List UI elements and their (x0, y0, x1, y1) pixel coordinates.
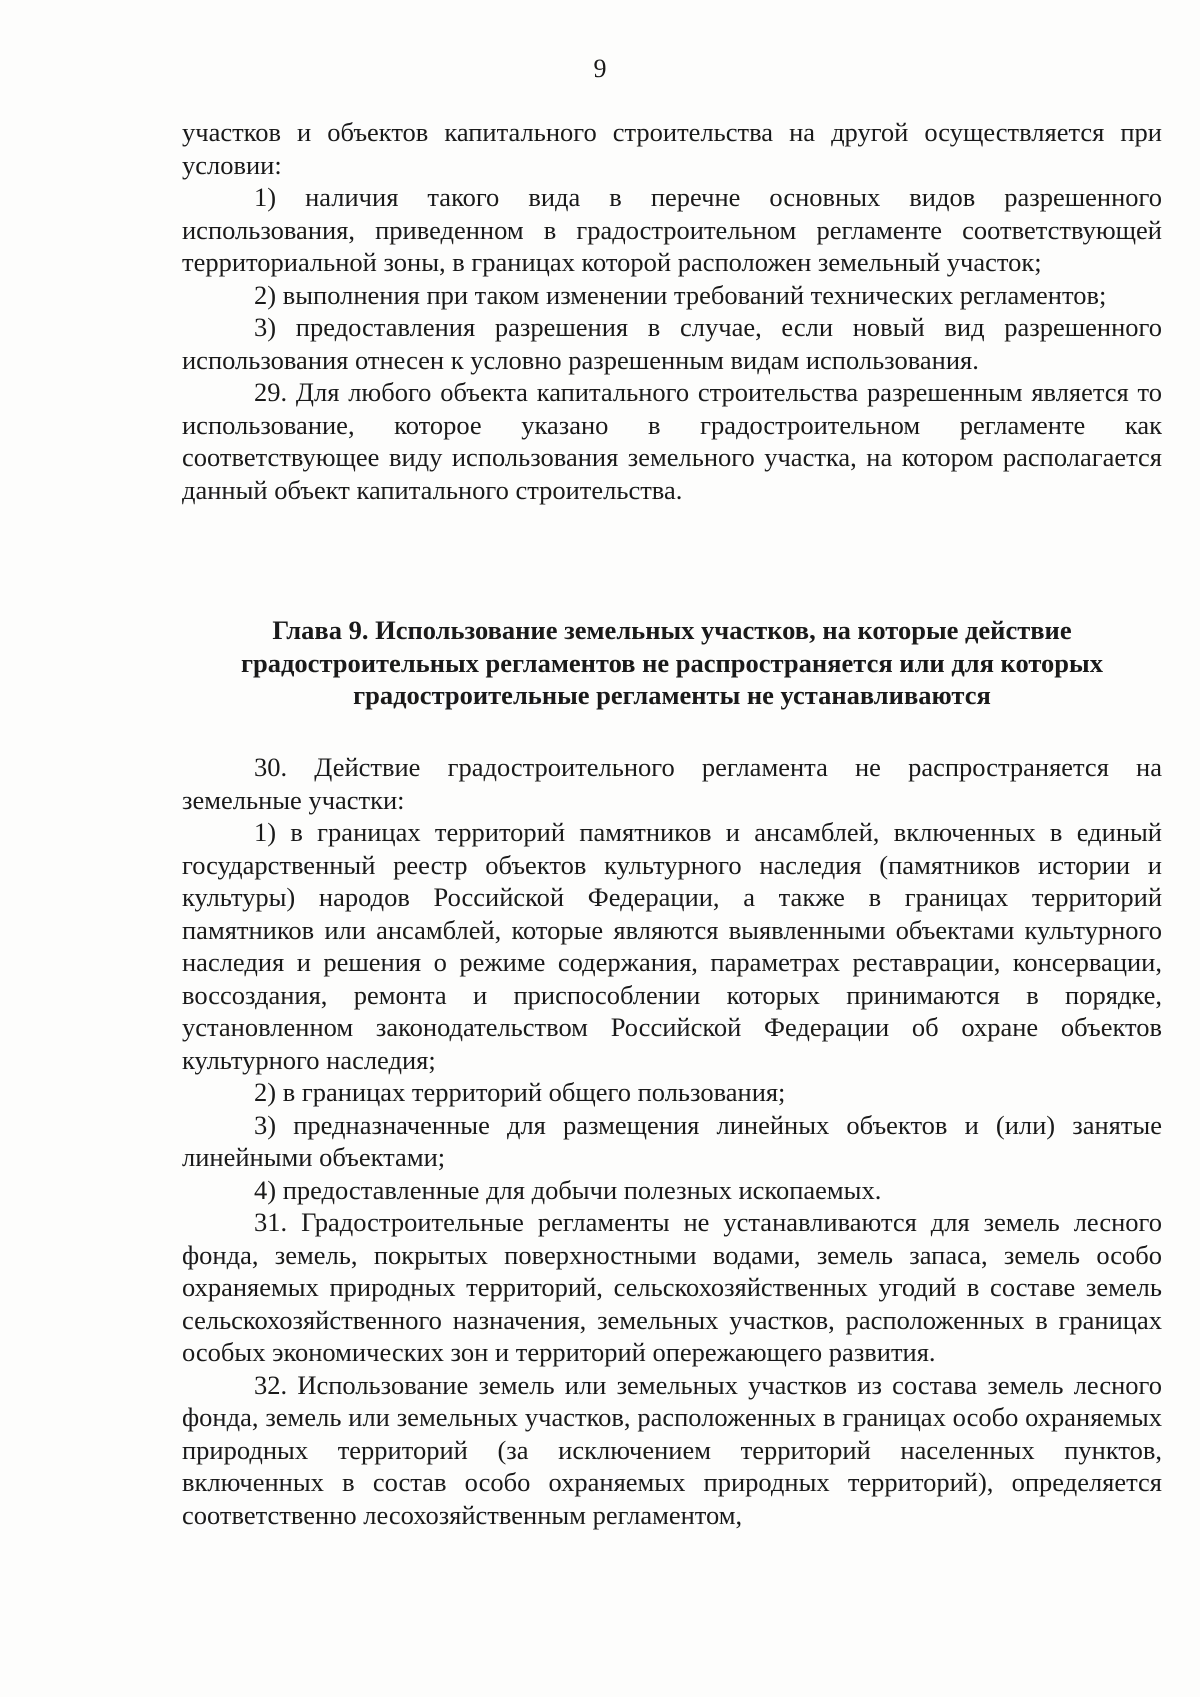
chapter-heading-line-2: градостроительных регламентов не распространяется или для которых (241, 647, 1103, 678)
paragraph-condition-2: 2) выполнения при таком изменении требований технических регламентов; (254, 279, 1107, 310)
paragraph-30-item-1: 1) в границах территорий памятников и ансамблей, включенных в единый государственный реестр объектов культурного наследия (памятников истории и культуры) народов Российской Федерации, а также в границах территорий памятников или ансамблей, которые являются выявленными объектами культурного наследия и решения о режиме содержания, параметрах реставрации, консервации, воссоздания, ремонта и приспособлении которых принимаются в порядке, установленном законодательством Российской Федерации об охране объектов культурного наследия; (182, 817, 1162, 1075)
paragraph-continuation: участков и объектов капитального строительства на другой осуществляется при условии: (182, 117, 1162, 180)
paragraph-30: 30. Действие градостроительного регламента не распространяется на земельные участки: (182, 752, 1162, 815)
paragraph-29: 29. Для любого объекта капитального строительства разрешенным является то использование, которое указано в градостроительном регламенте как соответствующее виду использования земельного участка, на котором располагается данный объект капитального строительства. (182, 377, 1162, 505)
chapter-heading-line-1: Глава 9. Использование земельных участков, на которые действие (272, 615, 1072, 645)
paragraph-30-item-2: 2) в границах территорий общего пользования; (254, 1077, 786, 1107)
paragraph-30-item-4: 4) предоставленные для добычи полезных ископаемых. (254, 1174, 882, 1205)
page-number: 9 (593, 54, 607, 83)
paragraph-30-item-3: 3) предназначенные для размещения линейных объектов и (или) занятые линейными объектами; (182, 1109, 1162, 1172)
paragraph-32: 32. Использование земель или земельных участков из состава земель лесного фонда, земель или земельных участков, расположенных в границах особо охраняемых природных территорий (за исключением территорий населенных пунктов, включенных в состав особо охраняемых природных территорий), определяется соответственно лесохозяйственным регламентом, (182, 1369, 1162, 1530)
chapter-heading (182, 614, 1162, 712)
body-text-bottom (182, 751, 1162, 1531)
paragraph-31: 31. Градостроительные регламенты не устанавливаются для земель лесного фонда, земель, покрытых поверхностными водами, земель запаса, земель особо охраняемых природных территорий, сельскохозяйственных угодий в составе земель сельскохозяйственного назначения, земельных участков, расположенных в границах особых экономических зон и территорий опережающего развития. (182, 1207, 1162, 1367)
body-text-top (182, 116, 1162, 506)
paragraph-condition-3: 3) предоставления разрешения в случае, если новый вид разрешенного использования отнесен к условно разрешенным видам использования. (182, 312, 1162, 375)
paragraph-condition-1: 1) наличия такого вида в перечне основных видов разрешенного использования, приведенном в градостроительном регламенте соответствующей территориальной зоны, в границах которой расположен земельный участок; (182, 182, 1162, 277)
chapter-heading-line-3: градостроительные регламенты не устанавливаются (353, 680, 991, 710)
